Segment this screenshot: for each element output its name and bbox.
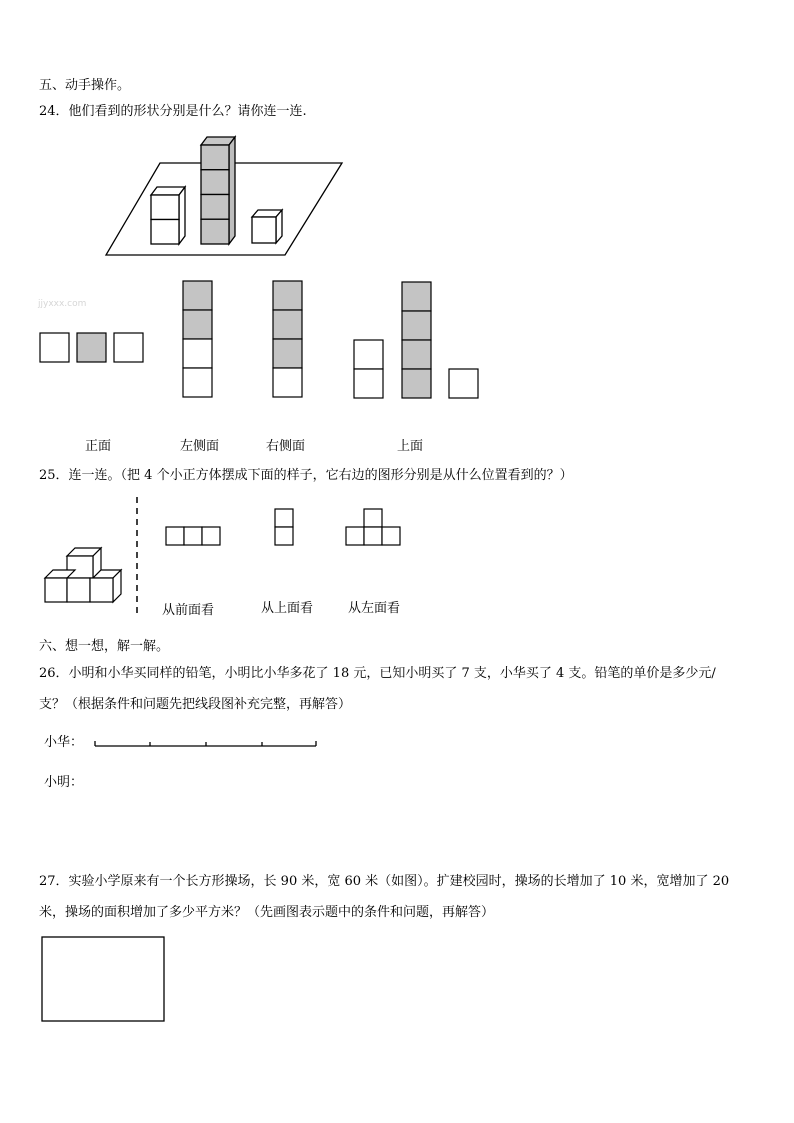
- four-cube-stack: [201, 137, 235, 244]
- section-six-heading: 六、想一想，解一解。: [39, 639, 170, 654]
- question-25-text: 25．连一连。（把 4 个小正方体摆成下面的样子，它右边的图形分别是从什么位置看到的？）: [39, 468, 573, 483]
- section-five-heading: 五、动手操作。: [39, 78, 131, 93]
- q24-view-options: [40, 281, 478, 398]
- q25-view-left: [346, 509, 400, 545]
- xiaohua-segment-line: [95, 741, 316, 746]
- view-option-column-middle: [273, 281, 302, 397]
- label-view-top: 从上面看: [261, 601, 314, 616]
- label-xiaohua: 小华：: [44, 735, 84, 750]
- question-26-line1: 26．小明和小华买同样的铅笔，小明比小华多花了 18 元，已知小明买了 7 支，小华买了 4 支。铅笔的单价是多少元/: [39, 666, 716, 681]
- view-option-column-left: [183, 281, 212, 397]
- label-xiaoming: 小明：: [44, 775, 84, 790]
- label-view-front: 从前面看: [162, 603, 215, 618]
- question-24-text: 24．他们看到的形状分别是什么？请你连一连.: [39, 104, 307, 119]
- watermark: jjyxxx.com: [38, 299, 87, 309]
- playground-rectangle: [42, 937, 164, 1021]
- view-option-row: [40, 333, 143, 362]
- q25-cube-figure: [45, 548, 121, 602]
- question-27-line1: 27．实验小学原来有一个长方形操场，长 90 米，宽 60 米（如图）。扩建校园时，操场的长增加了 10 米，宽增加了 20: [39, 874, 730, 889]
- q24-perspective-figure: [106, 137, 342, 255]
- q25-view-top: [275, 509, 293, 545]
- label-front: 正面: [85, 439, 112, 454]
- two-cube-stack: [151, 187, 185, 244]
- question-27-line2: 米，操场的面积增加了多少平方米？（先画图表示题中的条件和问题，再解答）: [39, 905, 495, 920]
- label-right-side: 右侧面: [266, 439, 306, 454]
- label-left-side: 左侧面: [180, 439, 220, 454]
- view-option-combo: [354, 282, 478, 398]
- single-cube: [252, 210, 282, 243]
- q25-view-front: [166, 527, 220, 545]
- label-view-left: 从左面看: [348, 601, 401, 616]
- label-top: 上面: [397, 439, 424, 454]
- question-26-line2: 支？（根据条件和问题先把线段图补充完整，再解答）: [39, 697, 352, 712]
